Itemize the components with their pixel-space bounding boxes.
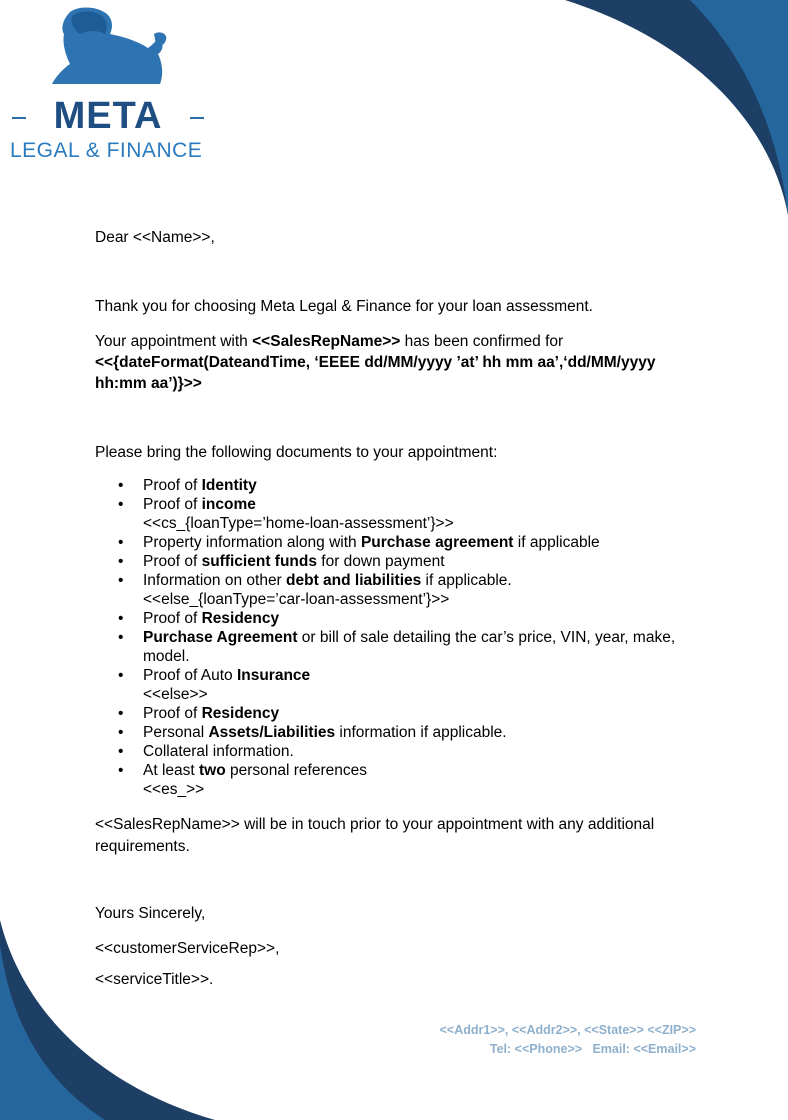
document-item-emphasis: Identity — [201, 477, 257, 494]
template-tag: <<else>> — [143, 686, 208, 703]
intro-paragraph: Thank you for choosing Meta Legal & Finance for your loan assessment. — [95, 298, 593, 315]
documents-intro: Please bring the following documents to your appointment: — [95, 444, 498, 461]
document-item-text: At least — [143, 762, 199, 779]
document-item-emphasis: Assets/Liabilities — [208, 724, 336, 741]
company-logo — [8, 4, 208, 160]
document-item — [95, 742, 705, 761]
closing: Yours Sincerely, — [95, 905, 206, 922]
document-item-text: Collateral information. — [143, 743, 294, 760]
document-item — [95, 609, 705, 628]
document-item — [95, 666, 705, 704]
document-item-text: Proof of — [143, 496, 202, 513]
brand-dash-right — [190, 117, 204, 119]
appointment-datetime: <<{dateFormat(DateandTime, ‘EEEE dd/MM/yyyy ’at’ hh mm aa’,‘dd/MM/yyyy hh:mm aa’)}>> — [95, 354, 656, 392]
template-tag: <<else_{loanType=’car-loan-assessment’}>> — [143, 591, 450, 608]
document-item-text-tail: for down payment — [316, 553, 445, 570]
document-item-emphasis: sufficient funds — [201, 553, 317, 570]
footer-address: <<Addr1>>, <<Addr2>>, <<State>> <<ZIP>> — [439, 1023, 696, 1037]
lion-icon — [8, 4, 208, 94]
document-item-emphasis: Purchase Agreement — [143, 629, 298, 646]
followup-paragraph: <<SalesRepName>> will be in touch prior to your appointment with any additional requirements. — [95, 816, 655, 855]
document-item-text-tail: information if applicable. — [335, 724, 507, 741]
document-item-emphasis: Purchase agreement — [360, 534, 514, 551]
appointment-paragraph — [95, 331, 705, 394]
document-item-emphasis: debt and liabilities — [286, 572, 422, 589]
document-item-text: Proof of — [143, 553, 202, 570]
document-item — [95, 628, 705, 666]
document-item-text-tail: or bill of sale detailing the car’s price, VIN, year, make, model. — [143, 629, 676, 665]
document-item — [95, 761, 705, 799]
signer-title: <<serviceTitle>>. — [95, 971, 214, 988]
document-item-emphasis: Residency — [201, 610, 280, 627]
document-item — [95, 533, 705, 552]
document-item-text: Proof of Auto — [143, 667, 237, 684]
documents-list — [95, 476, 705, 799]
document-item — [95, 552, 705, 571]
footer-contact — [440, 1021, 696, 1059]
document-item — [95, 723, 705, 742]
footer-contact-line: Tel: <<Phone>> Email: <<Email>> — [489, 1042, 696, 1056]
appointment-suffix: has been confirmed for — [400, 333, 564, 350]
document-item-emphasis: Residency — [201, 705, 280, 722]
document-item — [95, 571, 705, 609]
document-item-text-tail: if applicable — [513, 534, 600, 551]
document-item-text: Personal — [143, 724, 209, 741]
brand-subtitle: LEGAL & FINANCE — [10, 139, 203, 162]
document-item-text: Proof of — [143, 705, 202, 722]
document-item-text-tail: if applicable. — [421, 572, 512, 589]
document-item-text-tail: personal references — [225, 762, 367, 779]
greeting: Dear <<Name>>, — [95, 229, 215, 246]
document-item-text: Proof of — [143, 610, 202, 627]
document-item-text: Proof of — [143, 477, 202, 494]
document-item-emphasis: two — [199, 762, 226, 779]
document-item — [95, 476, 705, 495]
appointment-prefix: Your appointment with — [95, 333, 253, 350]
signer-name: <<customerServiceRep>>, — [95, 940, 280, 957]
document-item-emphasis: income — [201, 496, 256, 513]
document-item — [95, 704, 705, 723]
document-item — [95, 495, 705, 533]
brand-name: META — [53, 95, 163, 137]
document-item-emphasis: Insurance — [236, 667, 311, 684]
document-item-text: Property information along with — [143, 534, 361, 551]
template-tag: <<es_>> — [143, 781, 205, 798]
appointment-rep: <<SalesRepName>> — [252, 333, 401, 350]
document-item-text: Information on other — [143, 572, 287, 589]
template-tag: <<cs_{loanType=’home-loan-assessment’}>> — [143, 515, 454, 532]
